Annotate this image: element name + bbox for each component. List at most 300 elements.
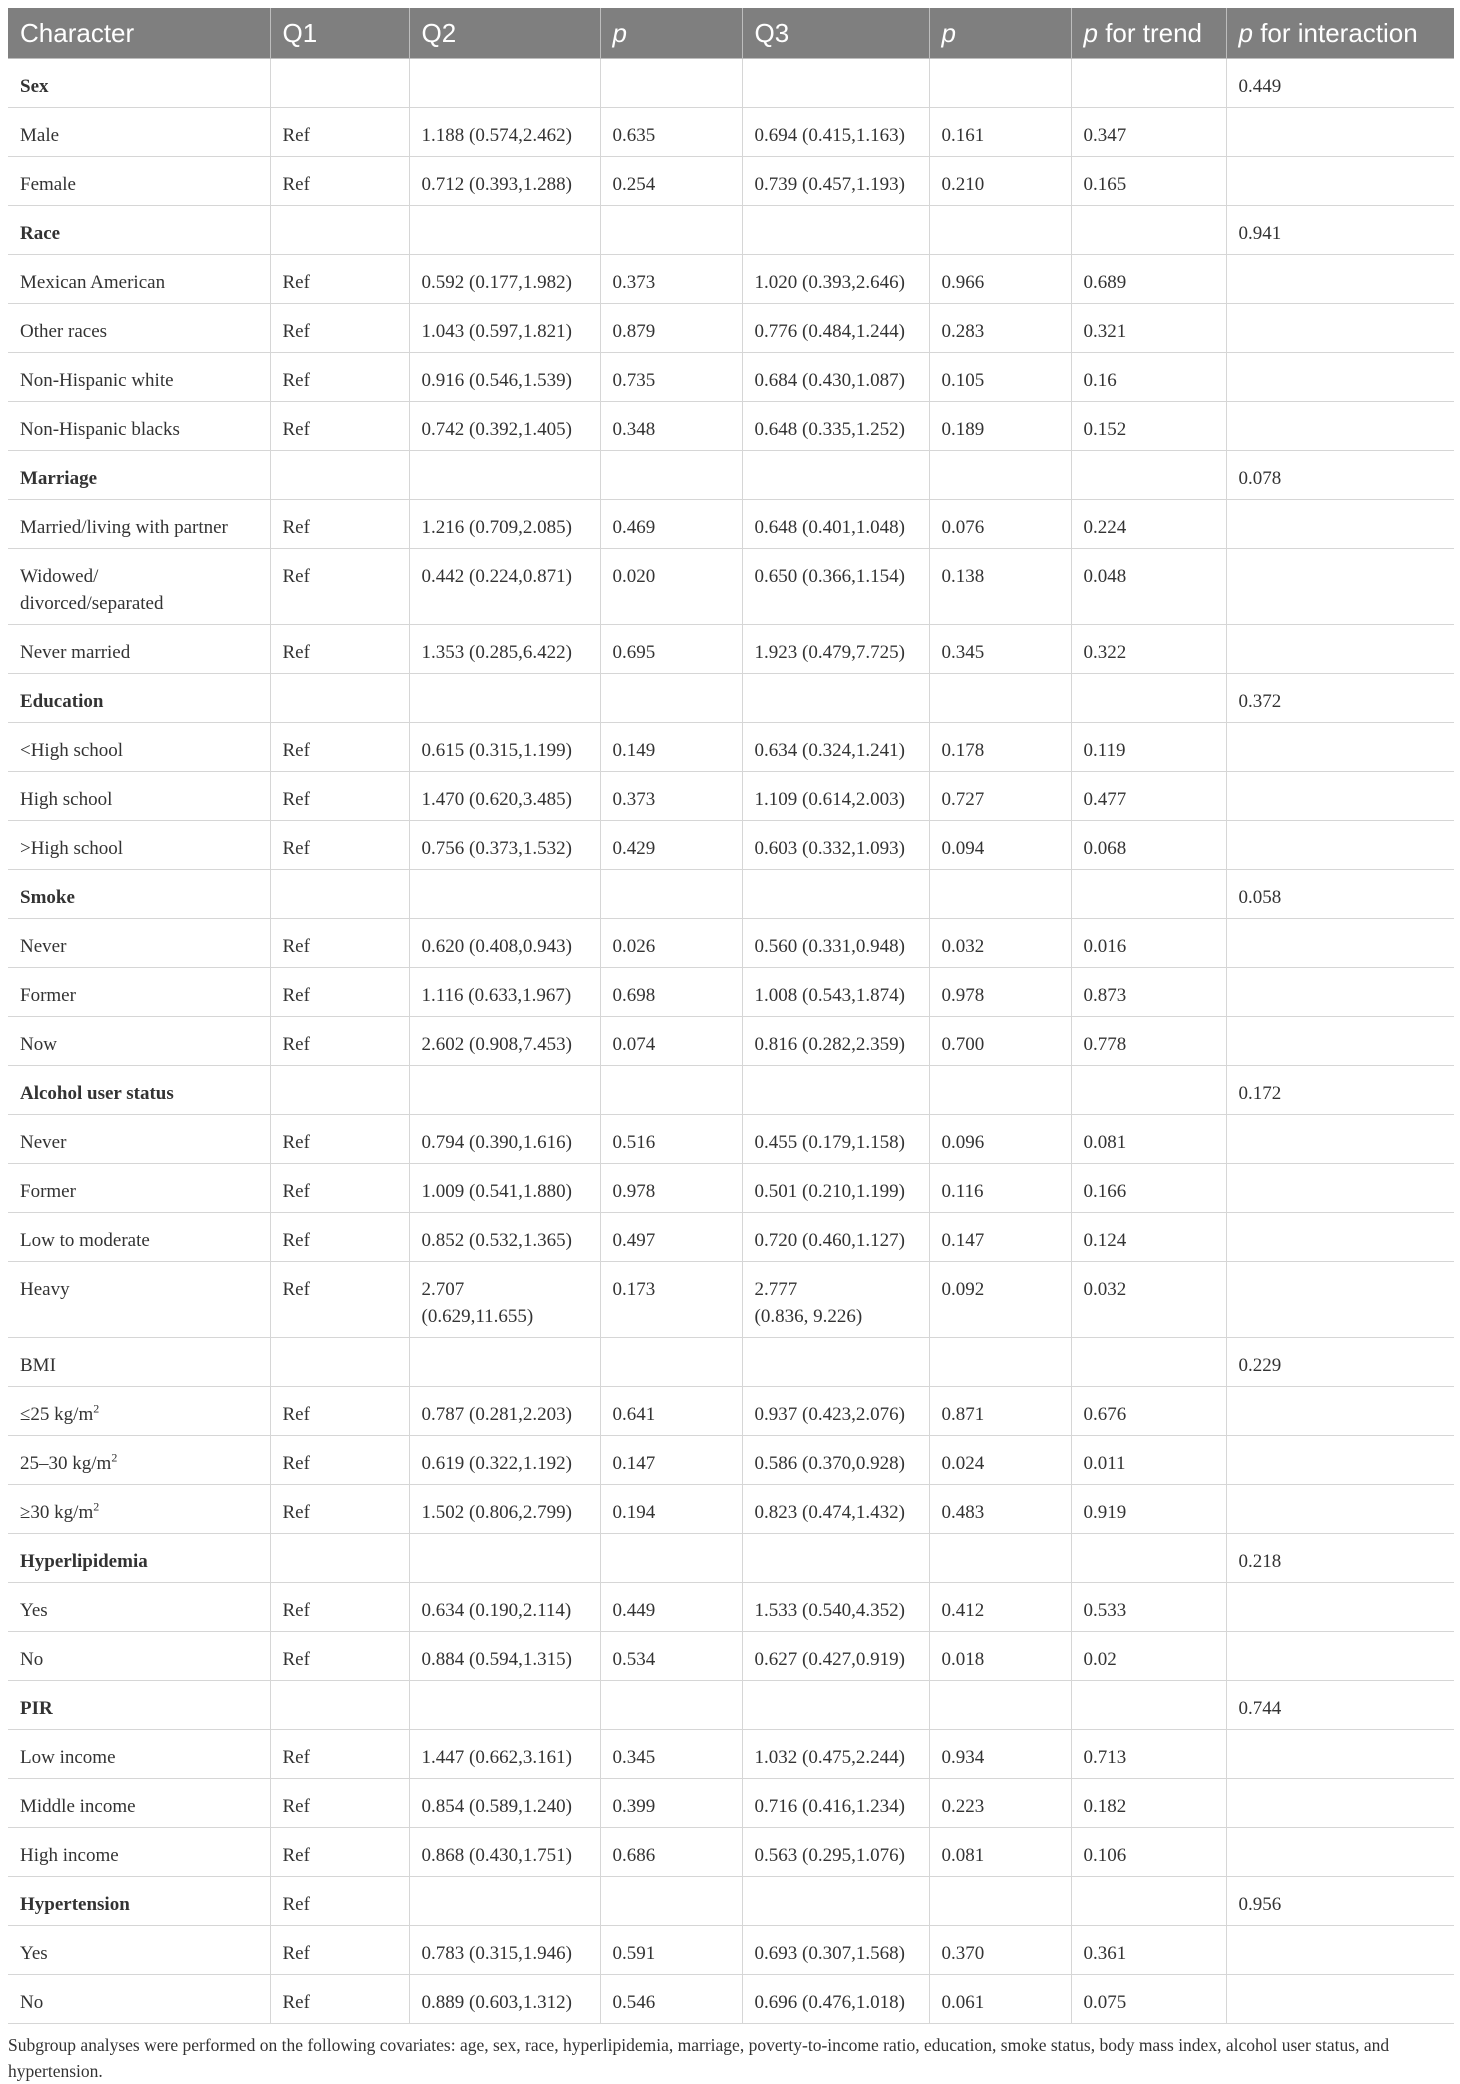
cell-q2-p	[600, 1730, 742, 1779]
table-row	[8, 353, 1454, 402]
cell-text: 0.149	[612, 740, 656, 761]
cell-text: 0.449	[1238, 76, 1282, 97]
cell-q2-p	[600, 59, 742, 108]
cell-text: No	[20, 1649, 44, 1670]
cell-q1	[270, 451, 409, 500]
cell-character	[8, 870, 270, 919]
cell-q1	[270, 402, 409, 451]
cell-q2-p	[600, 1387, 742, 1436]
cell-text: 0.816 (0.282,2.359)	[754, 1034, 905, 1055]
cell-q3-p	[929, 772, 1071, 821]
cell-q2-or	[409, 1681, 600, 1730]
cell-text: 0.534	[612, 1649, 656, 1670]
cell-q3-p	[929, 402, 1071, 451]
cell-text: Ref	[282, 174, 310, 195]
cell-q3-or	[742, 968, 929, 1017]
cell-q2-p	[600, 1534, 742, 1583]
cell-q2-or	[409, 451, 600, 500]
cell-q2-p	[600, 1877, 742, 1926]
cell-q3-or	[742, 1485, 929, 1534]
cell-text: Ref	[282, 370, 310, 391]
cell-q3-or	[742, 1828, 929, 1877]
cell-p-interaction	[1226, 870, 1454, 919]
cell-q3-p	[929, 1534, 1071, 1583]
table-row	[8, 968, 1454, 1017]
cell-character	[8, 1877, 270, 1926]
cell-text: 0.173	[612, 1279, 656, 1300]
cell-text: Ref	[282, 566, 310, 587]
cell-p-trend	[1071, 1926, 1226, 1975]
cell-p-interaction	[1226, 1485, 1454, 1534]
cell-text: 0.648 (0.401,1.048)	[754, 517, 905, 538]
table-row	[8, 919, 1454, 968]
cell-text: 0.641	[612, 1404, 656, 1425]
cell-p-interaction	[1226, 1387, 1454, 1436]
cell-q3-p	[929, 1436, 1071, 1485]
cell-text: 0.916 (0.546,1.539)	[421, 370, 572, 391]
cell-character	[8, 1975, 270, 2024]
cell-q1	[270, 353, 409, 402]
cell-q2-p	[600, 919, 742, 968]
cell-text: Ref	[282, 936, 310, 957]
cell-text: 0.322	[1083, 642, 1127, 663]
cell-q3-p	[929, 625, 1071, 674]
cell-q1	[270, 549, 409, 625]
table-row	[8, 1926, 1454, 1975]
cell-q1	[270, 723, 409, 772]
cell-q3-or	[742, 821, 929, 870]
cell-p-trend	[1071, 1779, 1226, 1828]
cell-p-interaction	[1226, 157, 1454, 206]
cell-q1	[270, 108, 409, 157]
subgroup-table	[8, 8, 1454, 2024]
cell-text: Never married	[20, 642, 131, 663]
cell-text: 0.871	[941, 1404, 985, 1425]
cell-text: Other races	[20, 321, 108, 342]
cell-character	[8, 1115, 270, 1164]
cell-text: 0.698	[612, 985, 656, 1006]
cell-p-interaction	[1226, 353, 1454, 402]
cell-text: 0.934	[941, 1747, 985, 1768]
cell-p-interaction	[1226, 206, 1454, 255]
cell-q3-p	[929, 206, 1071, 255]
cell-q2-p	[600, 821, 742, 870]
cell-q3-p	[929, 549, 1071, 625]
cell-text: 0.686	[612, 1845, 656, 1866]
cell-q1	[270, 772, 409, 821]
cell-text: 0.412	[941, 1600, 985, 1621]
cell-text: 0.744	[1238, 1698, 1282, 1719]
cell-q1	[270, 1926, 409, 1975]
cell-q3-or	[742, 870, 929, 919]
cell-q2-or	[409, 206, 600, 255]
cell-text: Ref	[282, 1796, 310, 1817]
cell-text: 1.216 (0.709,2.085)	[421, 517, 572, 538]
cell-q3-p	[929, 1975, 1071, 2024]
cell-text: 0.783 (0.315,1.946)	[421, 1943, 572, 1964]
cell-q2-p	[600, 108, 742, 157]
cell-q2-p	[600, 1828, 742, 1877]
cell-text: 0.650 (0.366,1.154)	[754, 566, 905, 587]
cell-q2-or	[409, 1485, 600, 1534]
cell-q3-p	[929, 1164, 1071, 1213]
cell-p-trend	[1071, 723, 1226, 772]
cell-text: 0.074	[612, 1034, 656, 1055]
cell-q3-or	[742, 1730, 929, 1779]
cell-p-trend	[1071, 772, 1226, 821]
table-row	[8, 723, 1454, 772]
cell-p-trend	[1071, 402, 1226, 451]
cell-text: 0.068	[1083, 838, 1127, 859]
cell-q3-or	[742, 1975, 929, 2024]
cell-text: Low income	[20, 1747, 116, 1768]
cell-q3-p	[929, 968, 1071, 1017]
cell-text: 0.429	[612, 838, 656, 859]
cell-text: Sex	[20, 76, 49, 97]
cell-text: Former	[20, 1181, 76, 1202]
cell-character	[8, 108, 270, 157]
cell-p-trend	[1071, 206, 1226, 255]
cell-q1	[270, 821, 409, 870]
cell-q3-or	[742, 108, 929, 157]
cell-p-interaction	[1226, 500, 1454, 549]
cell-character	[8, 304, 270, 353]
cell-q2-p	[600, 206, 742, 255]
cell-q3-or	[742, 1534, 929, 1583]
table-row	[8, 255, 1454, 304]
cell-q2-or	[409, 723, 600, 772]
cell-character	[8, 1066, 270, 1115]
cell-text: 0.615 (0.315,1.199)	[421, 740, 572, 761]
cell-text: 2.602 (0.908,7.453)	[421, 1034, 572, 1055]
cell-q2-or	[409, 772, 600, 821]
cell-q1	[270, 206, 409, 255]
cell-text: Ref	[282, 1404, 310, 1425]
table-row	[8, 500, 1454, 549]
group-row	[8, 451, 1454, 500]
group-row	[8, 1338, 1454, 1387]
cell-text: 0.684 (0.430,1.087)	[754, 370, 905, 391]
cell-text: 0.058	[1238, 887, 1282, 908]
cell-text: 0.873	[1083, 985, 1127, 1006]
cell-q2-p	[600, 1632, 742, 1681]
cell-text: 0.166	[1083, 1181, 1127, 1202]
cell-text: 0.497	[612, 1230, 656, 1251]
cell-q1	[270, 500, 409, 549]
cell-text: ≥30 kg/m	[20, 1502, 94, 1523]
cell-q2-or	[409, 1730, 600, 1779]
cell-q2-or	[409, 108, 600, 157]
cell-p-trend	[1071, 549, 1226, 625]
cell-text: 0.978	[612, 1181, 656, 1202]
cell-q3-p	[929, 255, 1071, 304]
cell-p-trend	[1071, 821, 1226, 870]
cell-q3-or	[742, 1877, 929, 1926]
cell-text: 0.345	[612, 1747, 656, 1768]
cell-text: 0.370	[941, 1943, 985, 1964]
cell-text: 0.138	[941, 566, 985, 587]
cell-text: 0.469	[612, 517, 656, 538]
table-row	[8, 304, 1454, 353]
cell-p-trend	[1071, 1338, 1226, 1387]
cell-p-trend	[1071, 157, 1226, 206]
cell-text: 0.854 (0.589,1.240)	[421, 1796, 572, 1817]
cell-p-interaction	[1226, 772, 1454, 821]
cell-text: Married/living with partner	[20, 517, 228, 538]
cell-q2-p	[600, 157, 742, 206]
cell-p-trend	[1071, 1262, 1226, 1338]
cell-q1	[270, 1115, 409, 1164]
cell-text: 0.194	[612, 1502, 656, 1523]
cell-q3-or	[742, 304, 929, 353]
cell-text: 0.735	[612, 370, 656, 391]
cell-text: 1.009 (0.541,1.880)	[421, 1181, 572, 1202]
cell-q2-p	[600, 1066, 742, 1115]
cell-text: 0.178	[941, 740, 985, 761]
cell-q3-or	[742, 59, 929, 108]
cell-character	[8, 1926, 270, 1975]
cell-text: Female	[20, 174, 76, 195]
cell-text: Yes	[20, 1943, 48, 1964]
cell-p-trend	[1071, 1534, 1226, 1583]
cell-text: 0.635	[612, 125, 656, 146]
cell-character	[8, 1017, 270, 1066]
cell-p-interaction	[1226, 108, 1454, 157]
cell-q2-p	[600, 304, 742, 353]
cell-text: 0.560 (0.331,0.948)	[754, 936, 905, 957]
cell-text: 0.048	[1083, 566, 1127, 587]
cell-text: 1.043 (0.597,1.821)	[421, 321, 572, 342]
cell-q2-p	[600, 1436, 742, 1485]
cell-character	[8, 919, 270, 968]
cell-q3-or	[742, 1926, 929, 1975]
cell-character	[8, 723, 270, 772]
cell-p-interaction	[1226, 1877, 1454, 1926]
cell-text: 0.978	[941, 985, 985, 1006]
cell-character	[8, 1436, 270, 1485]
cell-q3-p	[929, 723, 1071, 772]
cell-text: 0.218	[1238, 1551, 1282, 1572]
group-row	[8, 870, 1454, 919]
cell-p-interaction	[1226, 821, 1454, 870]
cell-text: 0.399	[612, 1796, 656, 1817]
cell-text: 0.026	[612, 936, 656, 957]
cell-text: 0.879	[612, 321, 656, 342]
cell-q3-or	[742, 1387, 929, 1436]
cell-text: High income	[20, 1845, 119, 1866]
cell-text: Ref	[282, 740, 310, 761]
cell-q2-or	[409, 1828, 600, 1877]
cell-text: 2.707 (0.629,11.655)	[421, 1279, 534, 1327]
cell-q2-or	[409, 1534, 600, 1583]
cell-text: 0.627 (0.427,0.919)	[754, 1649, 905, 1670]
cell-q2-p	[600, 1164, 742, 1213]
cell-text: 0.092	[941, 1279, 985, 1300]
cell-p-interaction	[1226, 1436, 1454, 1485]
cell-text: 0.868 (0.430,1.751)	[421, 1845, 572, 1866]
cell-p-trend	[1071, 1115, 1226, 1164]
cell-q1	[270, 870, 409, 919]
cell-q1	[270, 968, 409, 1017]
cell-text: Ref	[282, 1034, 310, 1055]
cell-q3-or	[742, 1436, 929, 1485]
cell-text: 0.592 (0.177,1.982)	[421, 272, 572, 293]
unit-superscript: 2	[111, 1450, 118, 1465]
cell-text: 0.02	[1083, 1649, 1117, 1670]
cell-text: 0.966	[941, 272, 985, 293]
cell-q2-p	[600, 549, 742, 625]
cell-q1	[270, 1681, 409, 1730]
cell-text: 0.442 (0.224,0.871)	[421, 566, 572, 587]
cell-text: Ref	[282, 125, 310, 146]
cell-character	[8, 772, 270, 821]
cell-text: 0.094	[941, 838, 985, 859]
cell-p-interaction	[1226, 1164, 1454, 1213]
cell-text: 0.032	[941, 936, 985, 957]
cell-text: Marriage	[20, 468, 98, 489]
cell-q2-or	[409, 968, 600, 1017]
cell-text: 0.165	[1083, 174, 1127, 195]
cell-p-trend	[1071, 255, 1226, 304]
cell-q2-p	[600, 1213, 742, 1262]
cell-q2-p	[600, 968, 742, 1017]
cell-p-trend	[1071, 1828, 1226, 1877]
cell-text: 1.923 (0.479,7.725)	[754, 642, 905, 663]
cell-text: <High school	[20, 740, 124, 761]
cell-text: Ref	[282, 1747, 310, 1768]
cell-text: 0.372	[1238, 691, 1282, 712]
cell-q3-or	[742, 255, 929, 304]
cell-p-trend	[1071, 870, 1226, 919]
cell-text: Male	[20, 125, 60, 146]
header-p-for-interaction: p for interaction	[1226, 8, 1454, 59]
cell-q2-p	[600, 772, 742, 821]
cell-q1	[270, 1534, 409, 1583]
cell-text: 1.109 (0.614,2.003)	[754, 789, 905, 810]
cell-text: 2.777 (0.836, 9.226)	[754, 1279, 863, 1327]
cell-text: 0.591	[612, 1943, 656, 1964]
cell-text: 1.353 (0.285,6.422)	[421, 642, 572, 663]
cell-text: 0.076	[941, 517, 985, 538]
cell-text: Former	[20, 985, 76, 1006]
cell-text: 0.016	[1083, 936, 1127, 957]
cell-q3-or	[742, 674, 929, 723]
header-q2: Q2	[409, 8, 600, 59]
cell-text: Ref	[282, 642, 310, 663]
cell-q2-p	[600, 255, 742, 304]
cell-text: 0.884 (0.594,1.315)	[421, 1649, 572, 1670]
cell-q2-or	[409, 1632, 600, 1681]
cell-text: Non-Hispanic white	[20, 370, 174, 391]
cell-p-trend	[1071, 1213, 1226, 1262]
group-row	[8, 1066, 1454, 1115]
cell-q3-or	[742, 1213, 929, 1262]
table-row	[8, 1730, 1454, 1779]
cell-text: PIR	[20, 1698, 53, 1719]
cell-character	[8, 1485, 270, 1534]
cell-q3-p	[929, 1485, 1071, 1534]
cell-q2-or	[409, 402, 600, 451]
cell-text: 0.501 (0.210,1.199)	[754, 1181, 905, 1202]
cell-text: 0.210	[941, 174, 985, 195]
cell-text: 0.224	[1083, 517, 1127, 538]
cell-text: 0.032	[1083, 1279, 1127, 1300]
unit-superscript: 2	[93, 1401, 100, 1416]
cell-p-interaction	[1226, 1017, 1454, 1066]
cell-text: Ref	[282, 517, 310, 538]
cell-p-interaction	[1226, 1632, 1454, 1681]
cell-q2-p	[600, 353, 742, 402]
cell-p-trend	[1071, 1877, 1226, 1926]
cell-character	[8, 821, 270, 870]
cell-q2-or	[409, 1066, 600, 1115]
cell-text: 0.603 (0.332,1.093)	[754, 838, 905, 859]
cell-text: Ref	[282, 1992, 310, 2013]
cell-p-interaction	[1226, 968, 1454, 1017]
cell-q1	[270, 1164, 409, 1213]
cell-p-trend	[1071, 1632, 1226, 1681]
cell-character	[8, 1632, 270, 1681]
cell-q3-or	[742, 1164, 929, 1213]
cell-q2-or	[409, 1115, 600, 1164]
cell-q3-p	[929, 59, 1071, 108]
cell-p-trend	[1071, 1387, 1226, 1436]
cell-text: Ref	[282, 1943, 310, 1964]
cell-text: 0.147	[612, 1453, 656, 1474]
cell-p-trend	[1071, 59, 1226, 108]
cell-q3-or	[742, 549, 929, 625]
table-row	[8, 772, 1454, 821]
cell-text: Ref	[282, 1453, 310, 1474]
cell-text: 0.794 (0.390,1.616)	[421, 1132, 572, 1153]
cell-q2-or	[409, 1387, 600, 1436]
cell-text: 0.347	[1083, 125, 1127, 146]
cell-text: 0.787 (0.281,2.203)	[421, 1404, 572, 1425]
cell-q1	[270, 919, 409, 968]
cell-text: 0.693 (0.307,1.568)	[754, 1943, 905, 1964]
cell-q3-p	[929, 157, 1071, 206]
cell-q2-p	[600, 625, 742, 674]
cell-q2-or	[409, 1779, 600, 1828]
header-p-q2: p	[600, 8, 742, 59]
cell-character	[8, 1262, 270, 1338]
cell-text: 0.483	[941, 1502, 985, 1523]
cell-text: Ref	[282, 1502, 310, 1523]
table-row	[8, 1115, 1454, 1164]
cell-q3-or	[742, 1779, 929, 1828]
cell-text: 0.727	[941, 789, 985, 810]
group-row	[8, 59, 1454, 108]
cell-character	[8, 59, 270, 108]
cell-q2-or	[409, 500, 600, 549]
cell-text: 0.011	[1083, 1453, 1126, 1474]
cell-text: 1.008 (0.543,1.874)	[754, 985, 905, 1006]
cell-q3-or	[742, 500, 929, 549]
cell-q2-or	[409, 1877, 600, 1926]
cell-p-trend	[1071, 500, 1226, 549]
cell-q2-p	[600, 674, 742, 723]
cell-text: 0.889 (0.603,1.312)	[421, 1992, 572, 2013]
cell-character	[8, 1338, 270, 1387]
cell-q3-or	[742, 206, 929, 255]
cell-q3-p	[929, 1213, 1071, 1262]
cell-text: Now	[20, 1034, 57, 1055]
cell-character	[8, 1779, 270, 1828]
cell-character	[8, 500, 270, 549]
cell-text: Education	[20, 691, 104, 712]
cell-text: 0.119	[1083, 740, 1126, 761]
cell-text: 0.018	[941, 1649, 985, 1670]
